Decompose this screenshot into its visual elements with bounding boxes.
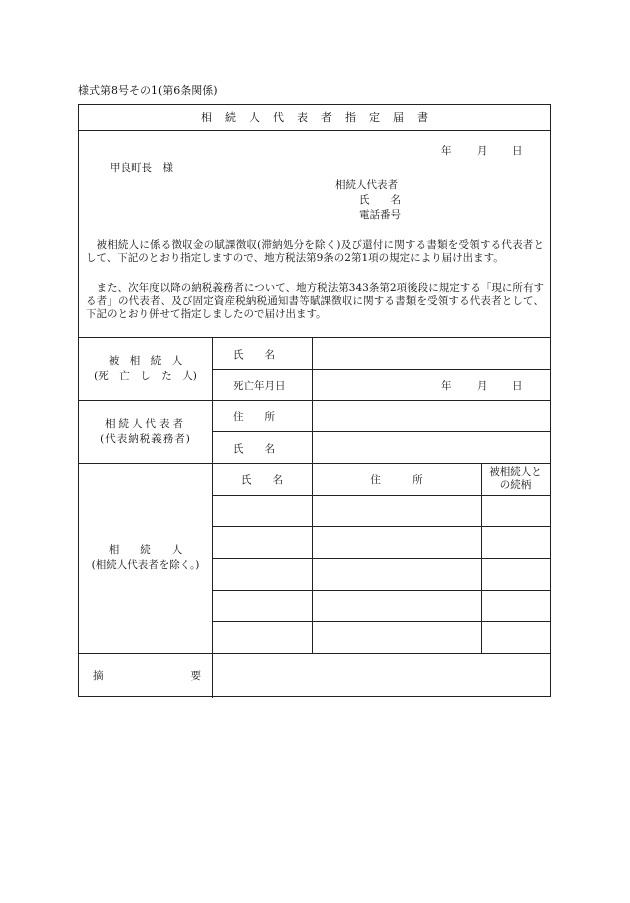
relation-header-line1: 被相続人と — [489, 466, 542, 478]
heirs-section-label — [79, 463, 212, 653]
heir-row-1-address[interactable] — [313, 496, 481, 526]
notification-form — [78, 104, 551, 697]
decedent-sublabel: (死 亡 し た 人) — [94, 369, 197, 382]
death-date-month: 月 — [477, 380, 488, 392]
header-date-month: 月 — [477, 145, 488, 157]
remarks-field[interactable] — [213, 654, 550, 696]
heir-row-3-name[interactable] — [213, 559, 312, 590]
declaration-paragraph-1: 被相続人に係る徴収金の賦課徴収(滞納処分を除く)及び還付に関する書類を受領する代表者として、下記のとおり指定しますので、地方税法第9条の2第1項の規定により届け出ます。 — [86, 239, 544, 264]
decedent-section-label — [79, 337, 212, 400]
addressee: 甲良町長 様 — [110, 162, 173, 174]
applicant-name-label: 氏 名 — [359, 194, 401, 206]
heir-row-4-relation[interactable] — [482, 591, 550, 621]
heir-row-5-address[interactable] — [313, 622, 481, 653]
remarks-label-right: 要 — [190, 670, 201, 682]
heirs-column-address: 住 所 — [370, 473, 423, 486]
heir-row-2-address[interactable] — [313, 527, 481, 558]
heir-row-5-name[interactable] — [213, 622, 312, 653]
representative-sublabel: (代表納税義務者) — [100, 432, 191, 445]
heirs-column-name: 氏 名 — [241, 473, 283, 486]
relation-header-line2: の続柄 — [499, 479, 532, 491]
heirs-label: 相 続 人 — [108, 544, 183, 556]
applicant-representative-label: 相続人代表者 — [335, 179, 398, 191]
representative-name-label: 氏 名 — [233, 443, 275, 455]
heir-row-5-relation[interactable] — [482, 622, 550, 653]
form-header — [79, 131, 550, 338]
representative-address-label: 住 所 — [233, 411, 275, 423]
representative-label: 相続人代表者 — [105, 417, 186, 430]
heir-row-3-address[interactable] — [313, 559, 481, 590]
decedent-name-label: 氏 名 — [233, 349, 275, 361]
heir-row-1-relation[interactable] — [482, 496, 550, 526]
form-number-label: 様式第8号その1(第6条関係) — [78, 84, 218, 97]
declaration-paragraph-2: また、次年度以降の納税義務者について、地方税法第343条第2項後段に規定する「現に所有する者」の代表者、及び固定資産税納税通知書等賦課徴収に関する書類を受領する代表者として、下記のとおり併せて指定しましたので届け出ます。 — [86, 282, 544, 320]
heir-row-4-address[interactable] — [313, 591, 481, 621]
death-date-year: 年 — [441, 380, 452, 392]
representative-name-field[interactable] — [313, 432, 550, 463]
decedent-label: 被 相 続 人 — [108, 354, 183, 367]
decedent-death-date-field[interactable] — [313, 370, 550, 400]
heir-row-2-relation[interactable] — [482, 527, 550, 558]
heirs-sublabel: (相続人代表者を除く。) — [91, 559, 200, 571]
decedent-death-date-label: 死亡年月日 — [233, 380, 286, 392]
remarks-label-left: 摘 — [93, 670, 104, 682]
applicant-phone-label: 電話番号 — [359, 209, 401, 221]
heirs-column-relation — [481, 463, 550, 495]
heir-row-2-name[interactable] — [213, 527, 312, 558]
remarks-label — [93, 653, 201, 698]
representative-address-field[interactable] — [313, 401, 550, 431]
heir-row-4-name[interactable] — [213, 591, 312, 621]
header-date-day: 日 — [512, 145, 523, 157]
decedent-name-field[interactable] — [313, 338, 550, 369]
heir-row-1-name[interactable] — [213, 496, 312, 526]
header-date-year: 年 — [441, 145, 452, 157]
representative-section-label — [79, 400, 212, 463]
death-date-day: 日 — [512, 380, 523, 392]
form-title: 相続人代表者指定届書 — [79, 105, 550, 131]
heir-row-3-relation[interactable] — [482, 559, 550, 590]
